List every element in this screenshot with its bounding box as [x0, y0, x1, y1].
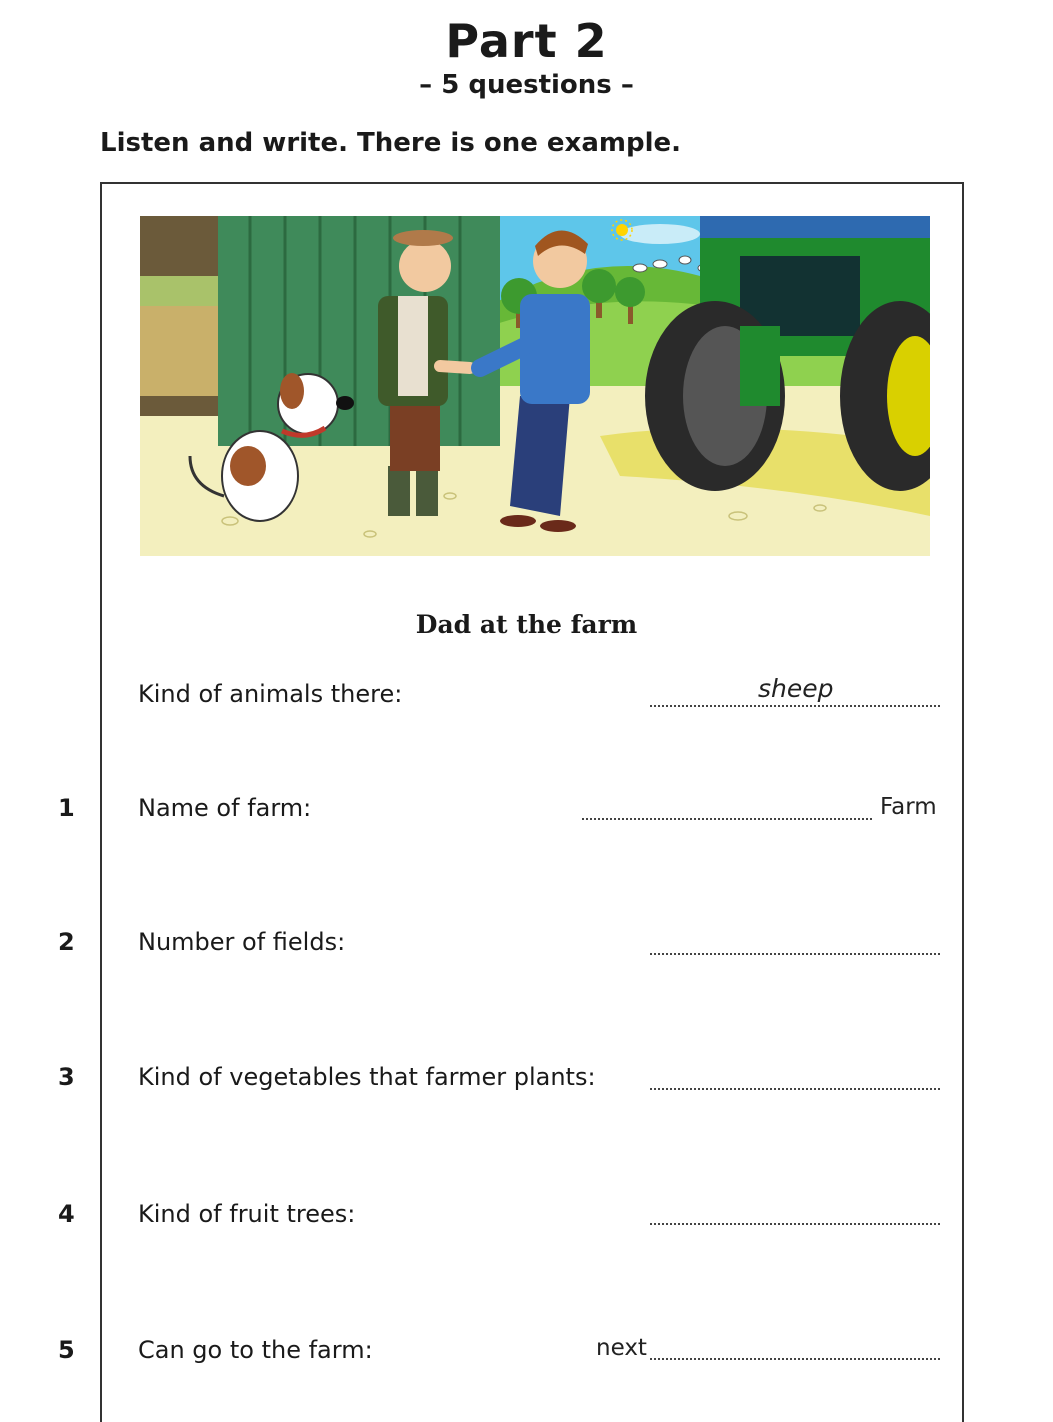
answer-field-3[interactable] — [650, 1088, 940, 1090]
question-number-2: 2 — [58, 928, 75, 956]
page-subtitle: – 5 questions – — [419, 70, 634, 100]
question-label-1: Name of farm: — [138, 794, 312, 822]
question-label-5: Can go to the farm: — [138, 1336, 373, 1364]
answer-field-1[interactable] — [582, 818, 872, 820]
section-title: Dad at the farm — [415, 610, 638, 639]
instruction-text: Listen and write. There is one example. — [100, 128, 682, 158]
example-answer-line — [650, 705, 940, 707]
answer-field-5[interactable] — [650, 1358, 940, 1360]
example-answer: sheep — [758, 674, 834, 703]
question-number-1: 1 — [58, 794, 75, 822]
example-label: Kind of animals there: — [138, 680, 403, 708]
question-suffix-1: Farm — [880, 794, 937, 820]
question-label-4: Kind of fruit trees: — [138, 1200, 356, 1228]
question-label-3: Kind of vegetables that farmer plants: — [138, 1063, 596, 1091]
question-prefix-5: next — [596, 1335, 647, 1361]
question-number-4: 4 — [58, 1200, 75, 1228]
question-number-3: 3 — [58, 1063, 75, 1091]
farm-illustration — [140, 216, 930, 556]
answer-field-2[interactable] — [650, 953, 940, 955]
answer-field-4[interactable] — [650, 1223, 940, 1225]
page-title: Part 2 — [445, 14, 608, 68]
question-label-2: Number of fields: — [138, 928, 346, 956]
question-number-5: 5 — [58, 1336, 75, 1364]
